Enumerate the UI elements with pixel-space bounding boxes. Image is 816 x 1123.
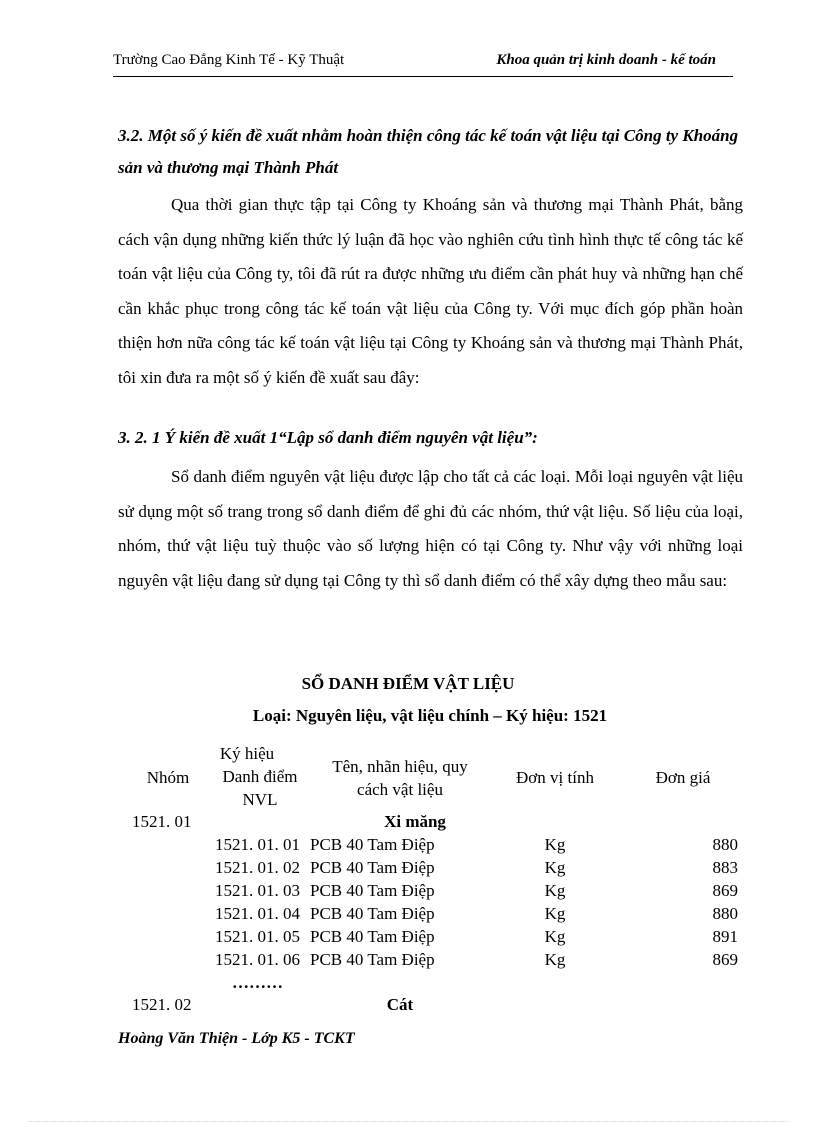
- row-price: 869: [712, 950, 738, 969]
- column-header-price: Đơn giá: [655, 768, 711, 787]
- row-unit: Kg: [544, 927, 566, 946]
- page-header-left: Trường Cao Đẳng Kinh Tế - Kỹ Thuật: [113, 52, 345, 68]
- row-code: 1521. 01. 01: [215, 835, 300, 854]
- row-code: 1521. 01. 06: [215, 950, 300, 969]
- row-code: 1521. 01. 03: [215, 881, 300, 900]
- column-header-code-line3: NVL: [242, 790, 278, 809]
- paragraph-intro-text: Qua thời gian thực tập tại Công ty Khoáng sản và thương mại Thành Phát, bằng cách vận dụng những kiến thức lý luận đã học vào nghiên cứu tình hình thực tế công tác kế toán vật liệu của Công ty, tôi đã rút ra được những ưu điểm cần phát huy và những hạn chế cần khắc phục trong công tác kế toán vật liệu của Công ty. Với mục đích góp phần hoàn thiện hơn nữa công tác kế toán vật liệu tại Công ty Khoáng sản và thương mại Thành Phát, tôi xin đưa ra một số ý kiến đề xuất sau đây:: [118, 195, 743, 387]
- paragraph-intro: [118, 188, 743, 395]
- column-header-code: [190, 742, 330, 811]
- column-header-name-line1: Tên, nhãn hiệu, quy: [332, 757, 468, 776]
- row-code: 1521. 01. 05: [215, 927, 300, 946]
- row-code: 1521. 01. 04: [215, 904, 300, 923]
- book-subtitle: Loại: Nguyên liệu, vật liệu chính – Ký hiệu: 1521: [252, 706, 608, 725]
- page-footer: Hoàng Văn Thiện - Lớp K5 - TCKT: [118, 1030, 355, 1047]
- column-header-code-line2: Danh điểm: [222, 767, 298, 786]
- column-header-name-line2: cách vật liệu: [357, 780, 443, 799]
- paragraph-description: [118, 460, 743, 598]
- row-price: 883: [712, 858, 738, 877]
- group-name: Cát: [386, 995, 414, 1014]
- row-unit: Kg: [544, 904, 566, 923]
- row-price: 880: [712, 835, 738, 854]
- column-header-group: Nhóm: [146, 768, 190, 787]
- column-header-unit: Đơn vị tính: [516, 768, 594, 787]
- paragraph-description-text: Sổ danh điểm nguyên vật liệu được lập cho tất cả các loại. Mỗi loại nguyên vật liệu sử dụng một số trang trong sổ danh điểm để ghi đủ các nhóm, thứ vật liệu. Số liệu của loại, nhóm, thứ vật liệu tuỳ thuộc vào số lượng hiện có tại Công ty. Như vậy với những loại nguyên vật liệu đang sử dụng tại Công ty thì sổ danh điểm có thể xây dựng theo mẫu sau:: [118, 467, 743, 590]
- row-unit: Kg: [544, 835, 566, 854]
- row-price: 869: [712, 881, 738, 900]
- row-name: PCB 40 Tam Điệp: [310, 904, 435, 923]
- row-unit: Kg: [544, 950, 566, 969]
- row-name: PCB 40 Tam Điệp: [310, 950, 435, 969]
- row-price: 880: [712, 904, 738, 923]
- section-title: 3.2. Một số ý kiến đề xuất nhằm hoàn thiện công tác kế toán vật liệu tại Công ty Khoáng sản và thương mại Thành Phát: [118, 126, 739, 177]
- row-name: PCB 40 Tam Điệp: [310, 858, 435, 877]
- ellipsis: ………: [232, 973, 283, 992]
- row-name: PCB 40 Tam Điệp: [310, 835, 435, 854]
- row-name: PCB 40 Tam Điệp: [310, 927, 435, 946]
- row-code: 1521. 01. 02: [215, 858, 300, 877]
- row-price: 891: [712, 927, 738, 946]
- header-divider: [113, 76, 733, 77]
- row-unit: Kg: [544, 881, 566, 900]
- book-title: SỔ DANH ĐIỂM VẬT LIỆU: [301, 674, 515, 693]
- row-unit: Kg: [544, 858, 566, 877]
- group-code: 1521. 01: [132, 812, 192, 831]
- column-header-code-line1: Ký hiệu: [219, 744, 275, 763]
- group-code: 1521. 02: [132, 995, 192, 1014]
- page-header-right: Khoa quản trị kinh doanh - kế toán: [496, 52, 716, 68]
- subheading: 3. 2. 1 Ý kiến đề xuất 1“Lập sổ danh điểm nguyên vật liệu”:: [118, 428, 538, 447]
- column-header-name: [315, 755, 485, 801]
- row-name: PCB 40 Tam Điệp: [310, 881, 435, 900]
- page-bottom-border: [28, 1121, 788, 1122]
- group-name: Xi măng: [384, 812, 446, 831]
